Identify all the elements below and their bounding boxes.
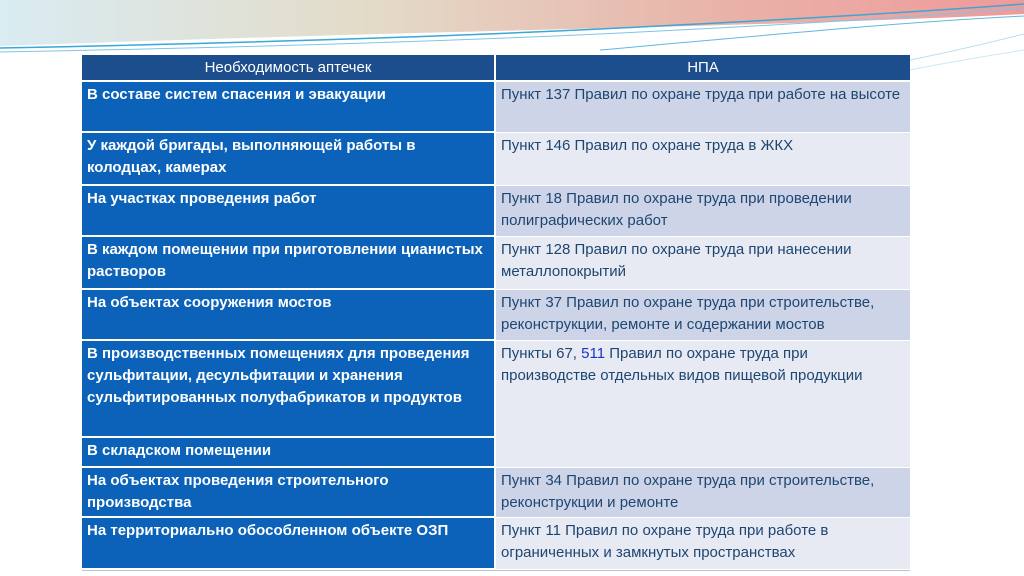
requirement-cell: На территориально обособленном объекте ОЗП [82,518,496,570]
table-row [82,290,910,341]
requirement-cell: В составе систем спасения и эвакуации [82,82,496,133]
regulation-cell: Пункт 34 Правил по охране труда при строительстве, реконструкции и ремонте [496,468,910,518]
regulations-table [82,55,910,571]
table-row [82,133,910,185]
table-row [82,186,910,237]
regulation-cell: Пункт 137 Правил по охране труда при работе на высоте [496,82,910,133]
table-header-row [82,55,910,82]
requirement-cell: На участках проведения работ [82,186,496,237]
regulation-link-511[interactable]: 511 [581,345,606,363]
header-requirement: Необходимость аптечек [82,55,496,82]
regulation-cell [496,341,910,468]
regulation-cell: Пункт 146 Правил по охране труда в ЖКХ [496,133,910,185]
table-row [82,518,910,570]
requirement-cell: На объектах сооружения мостов [82,290,496,341]
regulation-text: Пункты 67, [501,345,582,363]
regulation-text: Правил по охране труда при производстве отдельных видов пищевой продукции [501,345,863,385]
requirement-cell: У каждой бригады, выполняющей работы в колодцах, камерах [82,133,496,185]
table-row [82,237,910,289]
regulation-cell: Пункт 37 Правил по охране труда при строительстве, реконструкции, ремонте и содержании мостов [496,290,910,341]
table-row [82,468,910,518]
requirement-cell: В производственных помещениях для проведения сульфитации, десульфитации и хранения сульфитированных полуфабрикатов и продуктов [82,341,496,438]
requirement-cell: В складском помещении [82,438,496,468]
regulation-cell: Пункт 128 Правил по охране труда при нанесении металлопокрытий [496,237,910,289]
table-row [82,82,910,133]
regulation-cell: Пункт 11 Правил по охране труда при работе в ограниченных и замкнутых пространствах [496,518,910,570]
requirement-cell: В каждом помещении при приготовлении цианистых растворов [82,237,496,289]
header-regulation: НПА [496,55,910,82]
regulation-cell: Пункт 18 Правил по охране труда при проведении полиграфических работ [496,186,910,237]
requirement-cell: На объектах проведения строительного производства [82,468,496,518]
table-row [82,341,910,438]
